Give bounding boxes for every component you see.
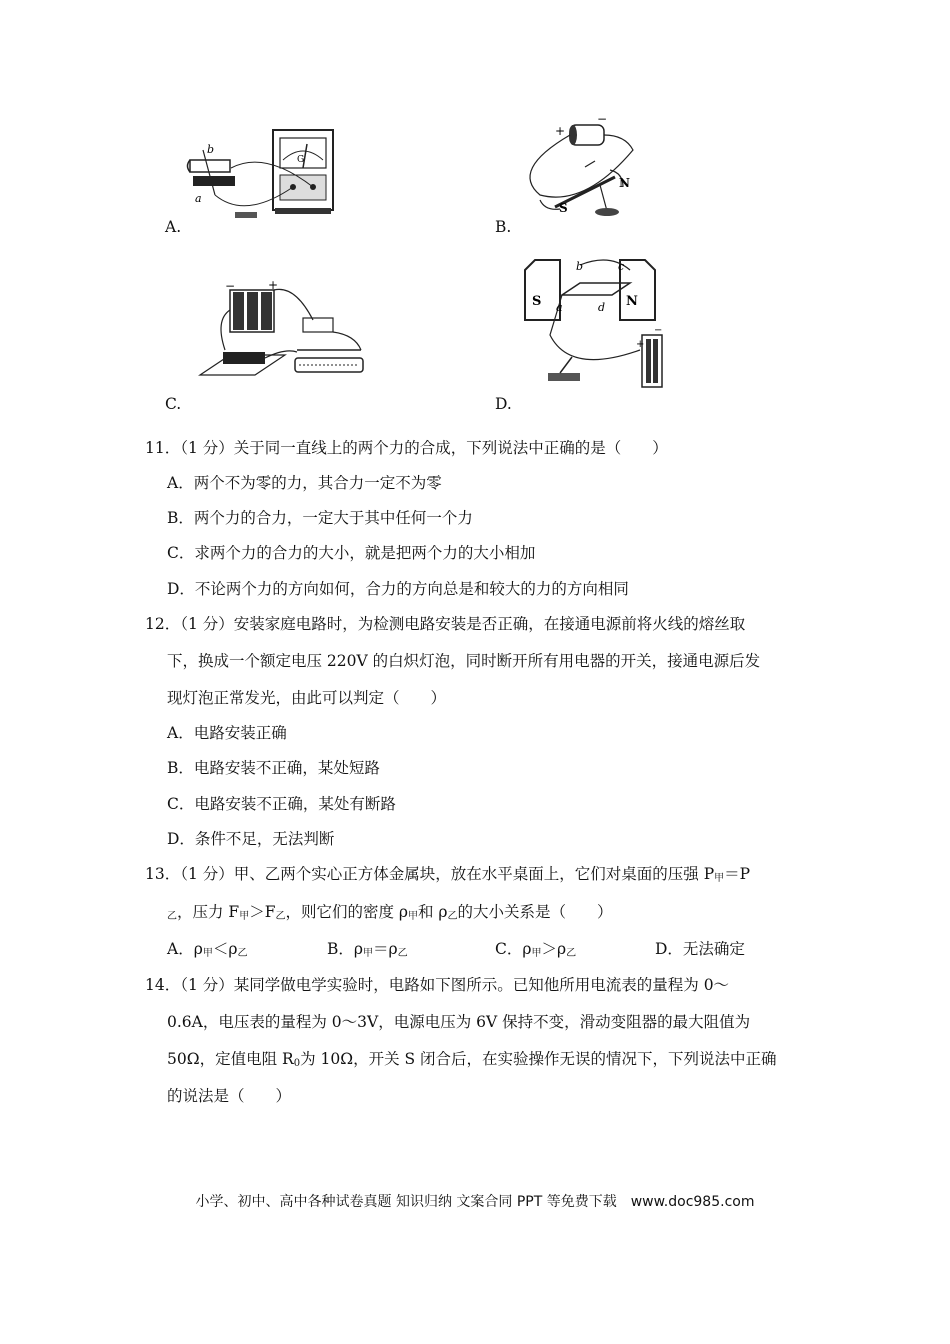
magnet-south-label: S [532, 294, 542, 309]
subscript-yi: 乙 [167, 911, 177, 922]
q13-option-text: ＝ρ [373, 940, 398, 958]
q11-stem: 11．（1 分）关于同一直线上的两个力的合成，下列说法中正确的是（ ） [145, 439, 668, 457]
subscript-zero: 0 [293, 1058, 301, 1069]
subscript-yi: 乙 [447, 911, 458, 922]
q13-text: 13．（1 分）甲、乙两个实心正方体金属块，放在水平桌面上，它们对桌面的压强 P [145, 865, 715, 883]
north-pole-label: N [619, 176, 630, 190]
coil-label-c: c [618, 260, 625, 273]
meter-label: G [297, 155, 305, 165]
q11-option-c: C．求两个力的合力的大小，就是把两个力的大小相加 [167, 544, 536, 562]
figure-b [515, 115, 645, 220]
q13-option-a [167, 939, 247, 964]
subscript-jia: 甲 [202, 948, 213, 959]
wire-label-b: b [207, 143, 215, 156]
q14-stem-line-3 [167, 1049, 777, 1074]
figure-d-label: D. [495, 395, 512, 413]
q13-option-text: ＞ρ [541, 940, 567, 958]
q12-stem-line-3: 现灯泡正常发光，由此可以判定（ ） [167, 689, 447, 707]
q12-option-b: B．电路安装不正确，某处短路 [167, 759, 380, 777]
q12-stem-line-1: 12．（1 分）安装家庭电路时，为检测电路安装是否正确，在接通电源前将火线的熔丝取 [145, 615, 746, 633]
q14-stem-line-1: 14．（1 分）某同学做电学实验时，电路如下图所示。已知他所用电流表的量程为 0～ [145, 976, 730, 994]
battery-minus-label: − [654, 325, 663, 336]
q13-option-c [495, 939, 576, 964]
battery-compass-illustration [515, 115, 645, 220]
battery-plus-label: + [268, 280, 279, 292]
q14-stem-line-4: 的说法是（ ） [167, 1087, 292, 1105]
q13-text: ＝P [724, 865, 751, 883]
q12-option-c: C．电路安装不正确，某处有断路 [167, 795, 396, 813]
q13-option-b [327, 939, 408, 964]
subscript-yi: 乙 [237, 948, 248, 959]
q13-option-text: C．ρ [495, 940, 532, 958]
q11-option-d: D．不论两个力的方向如何，合力的方向总是和较大的力的方向相同 [167, 580, 629, 598]
battery-plus-label: + [636, 339, 645, 350]
figure-b-label: B. [495, 218, 512, 236]
figure-c-label: C. [165, 395, 182, 413]
subscript-jia: 甲 [239, 911, 250, 922]
figure-d [520, 255, 665, 395]
subscript-jia: 甲 [531, 948, 542, 959]
q12-stem-line-2: 下，换成一个额定电压 220V 的白炽灯泡，同时断开所有用电器的开关，接通电源后发 [167, 652, 761, 670]
q13-stem-line-1 [145, 864, 750, 889]
motor-coil-magnet-illustration [520, 255, 665, 395]
figure-a [185, 120, 345, 225]
subscript-yi: 乙 [566, 948, 577, 959]
q14-stem-line-2: 0.6A，电压表的量程为 0～3V，电源电压为 6V 保持不变，滑动变阻器的最大阻值为 [167, 1013, 751, 1031]
q12-option-d: D．条件不足，无法判断 [167, 830, 335, 848]
page-footer: 小学、初中、高中各种试卷真题 知识归纳 文案合同 PPT 等免费下载 www.doc985.com [195, 1194, 755, 1210]
q13-text: ，则它们的密度 ρ [285, 903, 408, 921]
subscript-jia: 甲 [363, 948, 374, 959]
galvanometer-circuit-illustration [185, 120, 345, 225]
q14-text: 50Ω，定值电阻 R [167, 1050, 294, 1068]
subscript-jia: 甲 [714, 873, 725, 884]
figure-a-label: A. [165, 218, 182, 236]
battery-rheostat-circuit-illustration [195, 280, 370, 395]
south-pole-label: S [559, 201, 568, 215]
battery-minus-label: − [225, 280, 236, 293]
q13-text: ，压力 F [177, 903, 240, 921]
coil-label-a: a [556, 301, 563, 314]
coil-label-b: b [576, 260, 584, 273]
subscript-yi: 乙 [275, 911, 286, 922]
magnet-north-label: N [626, 294, 638, 309]
q13-option-text: B．ρ [327, 940, 364, 958]
q14-text: 为 10Ω，开关 S 闭合后，在实验操作无误的情况下，下列说法中正确 [300, 1050, 777, 1068]
subscript-jia: 甲 [408, 911, 418, 922]
q13-text: ＞F [249, 903, 276, 921]
coil-label-d: d [598, 301, 606, 314]
q12-option-a: A．电路安装正确 [167, 724, 287, 742]
q13-text: 的大小关系是（ ） [457, 903, 613, 921]
q11-option-a: A．两个不为零的力，其合力一定不为零 [167, 474, 442, 492]
wire-label-a: a [195, 192, 202, 205]
q11-option-b: B．两个力的合力，一定大于其中任何一个力 [167, 509, 473, 527]
q13-option-text: ＜ρ [212, 940, 238, 958]
figure-c [195, 280, 370, 395]
q13-stem-line-2 [167, 902, 613, 927]
subscript-yi: 乙 [397, 948, 408, 959]
battery-plus-label: + [555, 124, 566, 138]
q13-option-text: A．ρ [167, 940, 203, 958]
battery-minus-label: − [597, 115, 608, 126]
q13-option-d: D．无法确定 [655, 940, 745, 958]
q13-text: 和 ρ [418, 903, 448, 921]
